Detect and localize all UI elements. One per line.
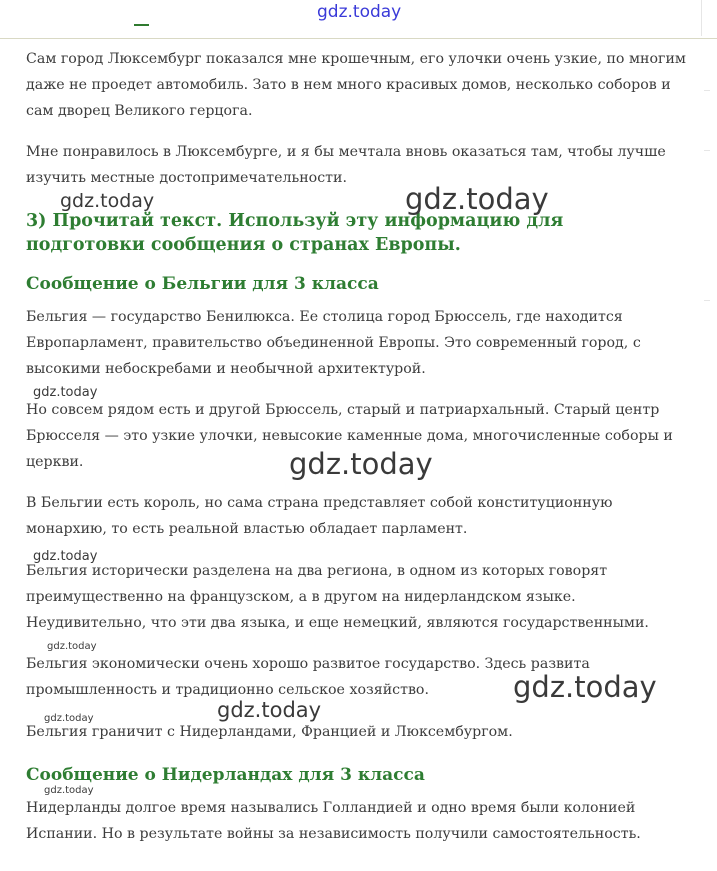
margin-mark <box>704 300 710 301</box>
watermark: gdz.today <box>44 713 94 724</box>
watermark: gdz.today <box>44 785 94 796</box>
paragraph-belgium-2: Но совсем рядом есть и другой Брюссель, старый и патриархальный. Старый центр Брюсселя — это узкие улочки, невысокие каменные дома, многочисленные соборы и церкви. <box>26 402 673 470</box>
belgium-heading: Сообщение о Бельгии для 3 класса <box>26 274 379 294</box>
task-3-heading: 3) Прочитай текст. Используй эту информацию для подготовки сообщения о странах Европы. <box>26 211 564 255</box>
watermark: gdz.today <box>47 641 97 652</box>
site-logo[interactable]: gdz.today <box>317 2 402 22</box>
paragraph-belgium-1: Бельгия — государство Бенилюкса. Ее столица город Брюссель, где находится Европарламент, правительство объединенной Европы. Это современный город, с высокими небоскребами и необычной архитектурой. <box>26 309 641 377</box>
header-edge <box>701 0 702 36</box>
paragraph-belgium-6: Бельгия граничит с Нидерландами, Францией и Люксембургом. <box>26 724 513 740</box>
watermark: gdz.today <box>289 447 433 481</box>
paragraph-belgium-5: Бельгия экономически очень хорошо развитое государство. Здесь развита промышленность и традиционно сельское хозяйство. <box>26 656 590 698</box>
paragraph-belgium-4: Бельгия исторически разделена на два региона, в одном из которых говорят преимущественно на французском, а в другом на нидерландском языке. Неудивительно, что эти два языка, и еще немецкий, являются государственными. <box>26 563 649 631</box>
header-underline <box>134 24 149 26</box>
watermark: gdz.today <box>513 670 657 704</box>
paragraph-luxembourg-wish: Мне понравилось в Люксембурге, и я бы мечтала вновь оказаться там, чтобы лучше изучить местные достопримечательности. <box>26 144 666 186</box>
paragraph-belgium-3: В Бельгии есть король, но сама страна представляет собой конституционную монархию, то есть реальной властью обладает парламент. <box>26 495 613 537</box>
paragraph-netherlands-1: Нидерланды долгое время назывались Голландией и одно время были колонией Испании. Но в результате войны за независимость получили самостоятельность. <box>26 800 641 842</box>
watermark: gdz.today <box>33 385 98 400</box>
margin-mark <box>704 150 710 151</box>
site-header <box>0 0 717 39</box>
paragraph-luxembourg-city: Сам город Люксембург показался мне крошечным, его улочки очень узкие, по многим даже не проедет автомобиль. Зато в нем много красивых домов, несколько соборов и сам дворец Великого герцога. <box>26 51 686 119</box>
watermark: gdz.today <box>33 549 98 564</box>
watermark: gdz.today <box>405 182 549 216</box>
netherlands-heading: Сообщение о Нидерландах для 3 класса <box>26 765 425 785</box>
margin-mark <box>704 90 710 91</box>
watermark: gdz.today <box>217 698 322 722</box>
watermark: gdz.today <box>60 190 155 212</box>
